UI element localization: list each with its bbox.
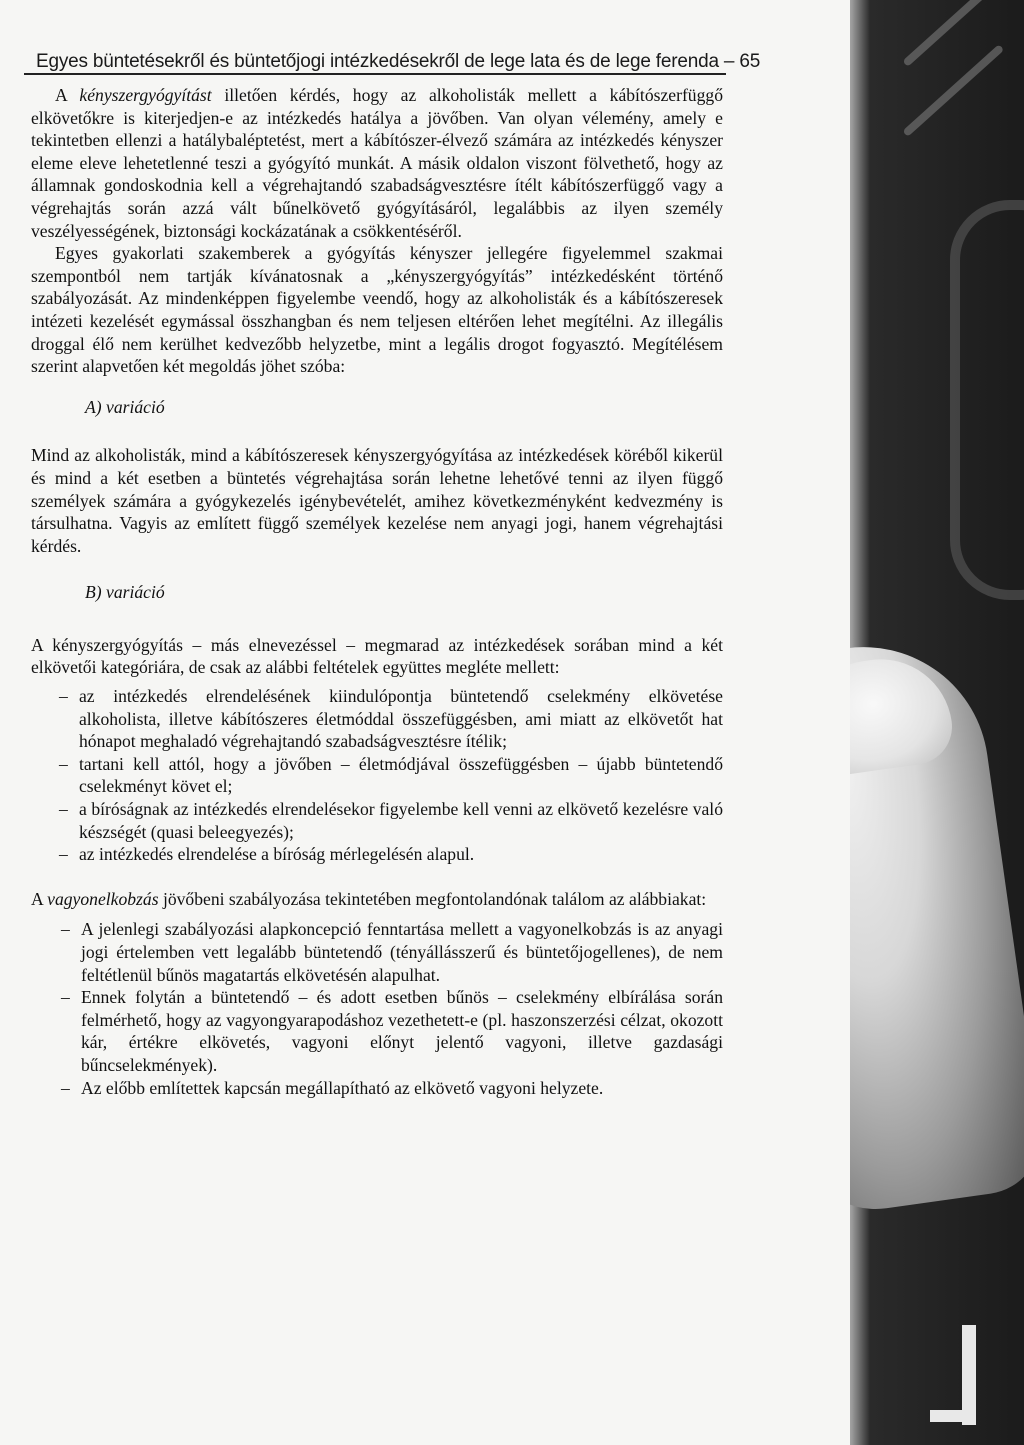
term-kenyszergyogyitas: kényszergyógyítást (79, 85, 212, 105)
term-vagyonelkobzas: vagyonelkobzás (47, 888, 159, 909)
list-item: – A jelenlegi szabályozási alapkoncepció fenntartása mellett a vagyonelkobzás is az anyagi jogi értelemben vett legalább büntetendő (tényállásszerű és büntetőjogellenes), de nem feltétlenül bűnös magatartás elkövetésén alapulhat. (31, 918, 723, 986)
header-rule (24, 73, 726, 75)
background-frame-arc (950, 200, 1024, 600)
background-mark (930, 1410, 976, 1422)
running-head: Egyes büntetésekről és büntetőjogi intézkedésekről de lege lata és de lege ferenda – 65 (36, 51, 761, 72)
list-item: – az intézkedés elrendelésének kiindulópontja büntetendő cselekmény elkövetése alkoholista, illetve kábítószeres életmóddal összefüggésben, ami miatt az elkövetőt hat hónapot meghaladó végrehajtandó szabadságvesztésre ítélik; (31, 685, 723, 753)
paragraph-gyakorlati-szakemberek: Egyes gyakorlati szakemberek a gyógyítás kényszer jellegére figyelemmel szakmai szempontból nem tartják kívánatosnak a „kényszergyógyítás” intézkedésként történő szabályozását. Az mindenképpen figyelembe veendő, hogy az alkoholisták és a kábítószeresek intézeti kezelését egymással összhangban és nem teljesen eltérően lehet megítélni. Az illegális droggal élő nem kerülhet kedvezőbb helyzetbe, mint a legális drogot fogyasztó. Megítélésem szerint alapvetően két megoldás jöhet szóba: (31, 243, 723, 377)
paragraph-kenyszergyogyitas: A kényszergyógyítást illetően kérdés, hogy az alkoholisták mellett a kábítószerfüggő elkövetőkre is kiterjedjen-e az intézkedés hatálya a jövőben. Van olyan vélemény, amely e tekintetben ellenzi a hatálybaléptetést, mert a kábítószer-élvező számára az intézkedés kényszer eleme eleve lehetetlenné teszi a gyógyító munkát. A másik oldalon viszont fölvethető, hogy az államnak gondoskodnia kell a végrehajtandó szabadságvesztésre ítélt kábítószerfüggő vagy a végrehajtás során azzá vált bűnelkövető gyógyításáról, legalábbis az ilyen személy veszélyességének, biztonsági kockázatának a csökkentéséről. (31, 85, 723, 241)
paragraph-b-variacio: A kényszergyógyítás – más elnevezéssel – megmarad az intézkedések sorában mind a két elkövetői kategóriára, de csak az alábbi feltételek együttes megléte mellett: (31, 634, 723, 678)
paragraph-vagyonelkobzas: A vagyonelkobzás jövőbeni szabályozása tekintetében megfontolandónak találom az alábbiakat: (31, 888, 707, 909)
vagyonelkobzas-list (31, 918, 723, 1099)
list-item: – tartani kell attól, hogy a jövőben – életmódjával összefüggésben – újabb büntetendő cselekményt követ el; (31, 753, 723, 798)
list-item: – Ennek folytán a büntetendő – és adott esetben bűnös – cselekmény elbírálása során felmérhető, hogy az vagyongyarapodáshoz vezethetett-e (pl. haszonszerzési célzat, okozott kár, értékre elkövetés, vagyoni előnyt jelentő vagyoni, illetve gazdasági bűncselekmények). (31, 986, 723, 1076)
list-item: – Az előbb említettek kapcsán megállapítható az elkövető vagyoni helyzete. (31, 1077, 723, 1100)
conditions-list (31, 685, 723, 866)
paragraph-a-variacio: Mind az alkoholisták, mind a kábítószeresek kényszergyógyítása az intézkedések köréből kikerül és mind a két esetben a büntetés végrehajtása során lehetne lehetővé tenni az ilyen függő személyek számára a gyógykezelés igénybevételét, amihez következményként kedvezmény is társulhatna. Vagyis az említett függő személyek kezelése nem anyagi jogi, hanem végrehajtási kérdés. (31, 445, 723, 556)
list-item: – a bíróságnak az intézkedés elrendelésekor figyelembe kell venni az elkövető kezelésre való készségét (quasi beleegyezés); (31, 798, 723, 843)
heading-b-variacio: B) variáció (85, 582, 165, 603)
heading-a-variacio: A) variáció (85, 396, 165, 417)
list-item: – az intézkedés elrendelése a bíróság mérlegelésén alapul. (31, 843, 723, 866)
page-body (31, 84, 723, 1099)
